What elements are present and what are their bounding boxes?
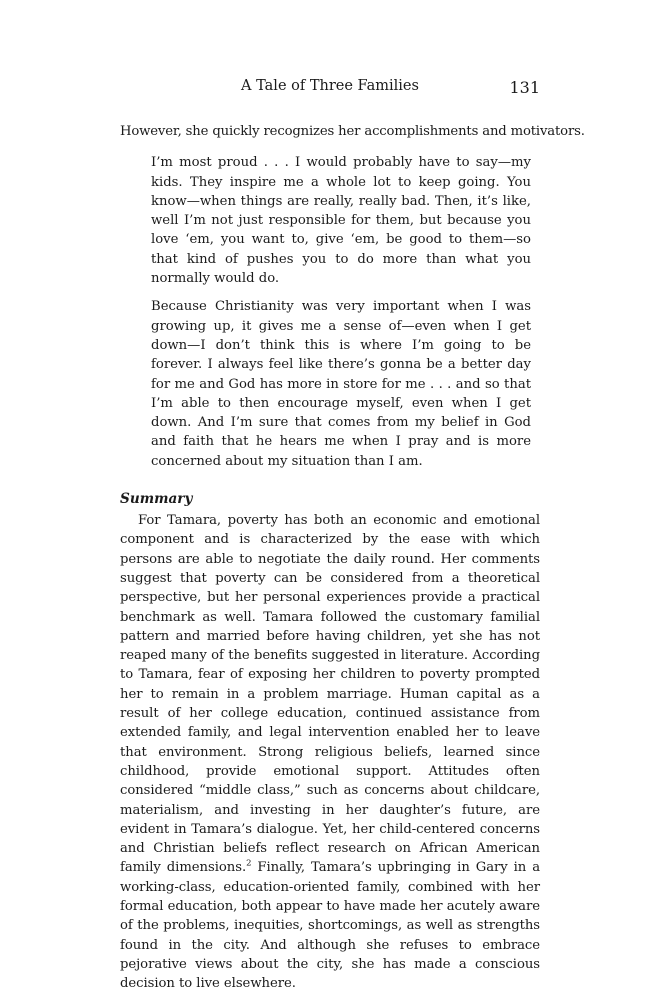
section-heading: Summary [120,491,193,508]
interview-quote [151,153,531,471]
book-page [120,78,585,993]
summary-paragraph [120,511,540,993]
summary-text-part-2: Finally, Tamara’s upbringing in Gary in a working-class, education-oriented family, combined with her formal education, both appear to have made her acutely aware of the problems, inequities, shortcomings, as well as strengths found in the city. And although she refuses to embrace pejorative views about the city, she has made a conscious decision to live elsewhere. [120,860,541,992]
footnote-marker: 2 [246,859,252,869]
quote-paragraph-1: I’m most proud . . . I would probably have to say—my kids. They inspire me a whole lot to keep going. You know—when things are really, really bad. Then, it’s like, well I’m not just responsible for them, but because you love ‘em, you want to, give ‘em, be good to them—so that kind of pushes you to do more than what you normally would do. [151,155,531,287]
running-head-title: A Tale of Three Families [241,78,419,94]
running-head [120,78,540,102]
quote-paragraph-2: Because Christianity was very important when I was growing up, it gives me a sense of—even when I get down—I don’t think this is where I’m going to be forever. I always feel like there’s gonna be a better day for me and God has more in store for me . . . and so that I’m able to then encourage myself, even when I get down. And I’m sure that comes from my belief in God and faith that he hears me when I pray and is more concerned about my situation than I am. [151,299,531,469]
summary-text-part-1: For Tamara, poverty has both an economic and emotional component and is characterized by the ease with which persons are able to negotiate the daily round. Her comments suggest that poverty can be considered from a theoretical perspective, but her personal experiences provide a practical benchmark as well. Tamara followed the customary familial pattern and married before having children, yet she has not reaped many of the benefits suggested in literature. According to Tamara, fear of exposing her children to poverty prompted her to remain in a problem marriage. Human capital as a result of her college education, continued assistance from extended family, and legal intervention enabled her to leave that environment. Strong religious beliefs, learned since childhood, provide emotional support. Attitudes often considered “middle class,” such as concerns about childcare, materialism, and investing in her daughter’s future, are evident in Tamara’s dialogue. Yet, her child-centered concerns and Christian beliefs reflect research on African American family dimensions. [120,513,540,876]
lead-sentence: However, she quickly recognizes her accomplishments and motivators. [120,124,585,139]
page-number: 131 [509,78,540,97]
